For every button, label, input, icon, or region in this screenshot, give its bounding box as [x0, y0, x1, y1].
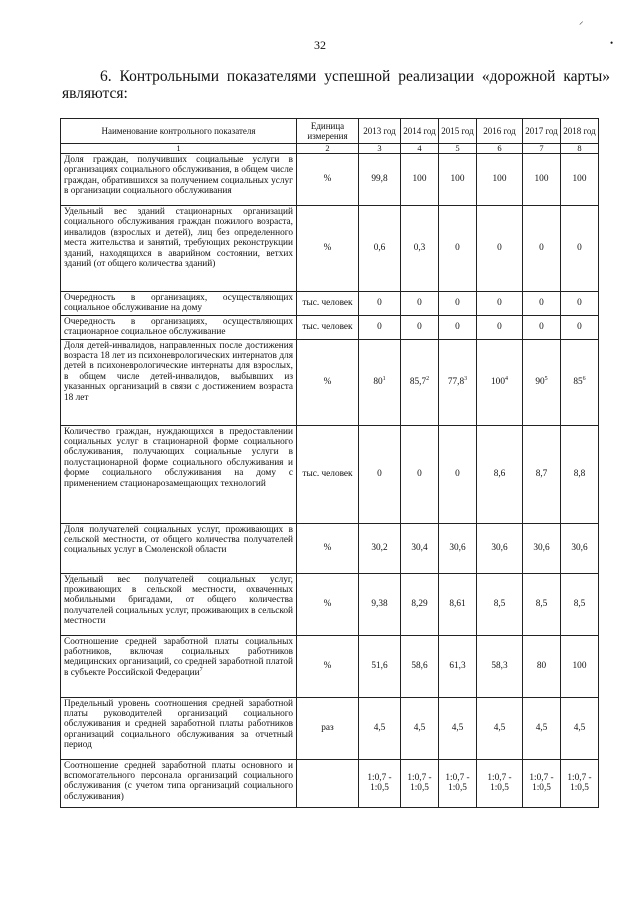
- indicator-value: [561, 759, 599, 807]
- value-text: 100: [491, 376, 505, 387]
- value-text: 51,6: [371, 660, 388, 671]
- indicator-value: [477, 154, 523, 206]
- col-number: 6: [477, 144, 523, 154]
- indicator-value: [401, 339, 439, 425]
- col-header-year: 2016 год: [477, 119, 523, 144]
- value-text: 85: [573, 376, 583, 387]
- indicator-value: [523, 292, 561, 316]
- indicator-name: [61, 697, 297, 759]
- value-text: 100: [450, 174, 465, 185]
- indicator-value: [523, 697, 561, 759]
- indicator-name: [61, 154, 297, 206]
- value-text: 4,5: [493, 722, 506, 733]
- value-text: 1:0,7 - 1:0,5: [367, 772, 392, 794]
- indicator-value: [523, 339, 561, 425]
- indicator-unit: %: [297, 154, 359, 206]
- indicator-value: [359, 759, 401, 807]
- indicator-value: [439, 339, 477, 425]
- indicator-name: [61, 425, 297, 523]
- indicator-name: [61, 292, 297, 316]
- col-header-unit: Единица измерения: [297, 119, 359, 144]
- value-text: 1:0,7 - 1:0,5: [487, 772, 512, 794]
- footnote-ref: 6: [582, 375, 586, 382]
- value-text: 1:0,7 - 1:0,5: [567, 772, 592, 794]
- indicator-value: [477, 635, 523, 697]
- value-text: 8,5: [573, 598, 586, 609]
- value-text: 100: [572, 660, 587, 671]
- indicator-name-text: Очередность в организациях, осуществляющих социальное обслуживание на дому: [64, 293, 293, 314]
- indicator-unit: раз: [297, 697, 359, 759]
- value-text: 0: [497, 322, 502, 333]
- indicator-value: [477, 339, 523, 425]
- col-number: 7: [523, 144, 561, 154]
- value-text: 0: [455, 468, 460, 479]
- value-text: 8,5: [535, 598, 548, 609]
- indicator-value: [561, 206, 599, 292]
- value-text: 0,3: [413, 243, 426, 254]
- scan-dot: •: [610, 38, 614, 48]
- value-text: 80: [373, 376, 383, 387]
- indicator-name: [61, 635, 297, 697]
- indicator-value: [561, 523, 599, 573]
- table-row: [61, 154, 599, 206]
- table-row: [61, 339, 599, 425]
- indicator-name: [61, 206, 297, 292]
- col-header-name: Наименование контрольного показателя: [61, 119, 297, 144]
- value-text: 4,5: [413, 722, 426, 733]
- indicator-unit: %: [297, 339, 359, 425]
- value-text: 4,5: [451, 722, 464, 733]
- indicator-name-text: Соотношение средней заработной платы основного и вспомогательного персонала организаций социального обслуживания (с учетом типа организаций социального обслуживания): [64, 760, 293, 802]
- value-text: 0: [577, 243, 582, 254]
- indicator-value: [477, 292, 523, 316]
- value-text: 0: [577, 298, 582, 309]
- indicator-value: [561, 339, 599, 425]
- indicator-value: [561, 697, 599, 759]
- value-text: 30,4: [411, 542, 428, 553]
- table-row: [61, 697, 599, 759]
- indicator-value: [401, 292, 439, 316]
- indicator-value: [477, 315, 523, 339]
- indicator-value: [439, 523, 477, 573]
- indicator-value: [523, 573, 561, 635]
- indicator-value: [523, 315, 561, 339]
- indicator-value: [439, 154, 477, 206]
- indicator-value: [359, 206, 401, 292]
- indicator-value: [401, 573, 439, 635]
- value-text: 1:0,7 - 1:0,5: [445, 772, 470, 794]
- col-header-year: 2017 год: [523, 119, 561, 144]
- value-text: 0: [455, 243, 460, 254]
- footnote-ref: 5: [544, 375, 548, 382]
- indicator-value: [401, 425, 439, 523]
- indicator-value: [401, 635, 439, 697]
- indicator-unit: %: [297, 523, 359, 573]
- value-text: 8,5: [493, 598, 506, 609]
- col-number: 1: [61, 144, 297, 154]
- footnote-ref: 4: [504, 375, 508, 382]
- col-number: 8: [561, 144, 599, 154]
- indicator-value: [561, 154, 599, 206]
- indicator-value: [561, 292, 599, 316]
- indicator-value: [439, 759, 477, 807]
- indicator-value: [477, 697, 523, 759]
- value-text: 58,6: [411, 660, 428, 671]
- indicator-unit: %: [297, 635, 359, 697]
- indicator-name-text: Доля граждан, получивших социальные услуги в организациях социального обслуживания, в общем числе граждан, обратившихся за получением социальных услуг в организации социального обслуживания: [64, 155, 293, 197]
- indicator-value: [477, 523, 523, 573]
- indicator-value: [401, 523, 439, 573]
- indicator-unit: тыс. человек: [297, 315, 359, 339]
- indicator-value: [561, 425, 599, 523]
- indicator-value: [359, 292, 401, 316]
- indicator-name-text: Предельный уровень соотношения средней заработной платы руководителей организаций социального обслуживания и средней заработной платы работников организаций социального обслуживания за отчетный период: [64, 698, 293, 751]
- value-text: 8,7: [535, 468, 548, 479]
- section-heading: 6. Контрольными показателями успешной реализации «дорожной карты» являются:: [62, 68, 610, 102]
- value-text: 100: [572, 174, 587, 185]
- scan-mark: ⸝: [579, 16, 584, 26]
- indicator-name: [61, 339, 297, 425]
- indicator-unit: [297, 759, 359, 807]
- indicator-value: [561, 573, 599, 635]
- indicator-value: [439, 697, 477, 759]
- value-text: 4,5: [373, 722, 386, 733]
- value-text: 80: [536, 660, 547, 671]
- indicator-name-text: Удельный вес зданий стационарных организаций социального обслуживания граждан пожилого возраста, инвалидов (взрослых и детей), лиц без определенного места жительства и занятий, требующих реконструкции зданий, находящихся в аварийном состоянии, ветхих зданий (от общего количества зданий): [64, 207, 293, 270]
- indicator-value: [359, 154, 401, 206]
- indicator-value: [401, 154, 439, 206]
- footnote-ref: 3: [464, 375, 468, 382]
- indicator-value: [359, 339, 401, 425]
- value-text: 1:0,7 - 1:0,5: [407, 772, 432, 794]
- value-text: 1:0,7 - 1:0,5: [529, 772, 554, 794]
- indicator-value: [439, 425, 477, 523]
- value-text: 58,3: [491, 660, 508, 671]
- indicator-value: [359, 523, 401, 573]
- col-header-year: 2014 год: [401, 119, 439, 144]
- value-text: 0: [539, 298, 544, 309]
- indicator-value: [477, 573, 523, 635]
- indicator-name-text: Удельный вес получателей социальных услуг, проживающих в сельской местности, охваченных мобильными бригадами, от общего количества получателей социальных услуг, проживающих в сельской местности: [64, 574, 293, 627]
- value-text: 0,6: [373, 243, 386, 254]
- indicator-name: [61, 573, 297, 635]
- footnote-ref: 1: [382, 375, 386, 382]
- value-text: 0: [497, 298, 502, 309]
- value-text: 0: [417, 468, 422, 479]
- table-row: [61, 425, 599, 523]
- column-number-row: [61, 144, 599, 154]
- value-text: 8,61: [449, 598, 466, 609]
- indicator-value: [401, 206, 439, 292]
- indicator-value: [439, 635, 477, 697]
- indicator-name-text: Очередность в организациях, осуществляющих стационарное социальное обслуживание: [64, 316, 293, 338]
- value-text: 100: [412, 174, 427, 185]
- table-row: [61, 759, 599, 807]
- value-text: 9,38: [371, 598, 388, 609]
- col-number: 5: [439, 144, 477, 154]
- indicator-value: [359, 425, 401, 523]
- table-row: [61, 315, 599, 339]
- col-header-year: 2015 год: [439, 119, 477, 144]
- value-text: 99,8: [371, 174, 388, 185]
- value-text: 30,2: [371, 542, 388, 553]
- value-text: 0: [539, 322, 544, 333]
- indicator-value: [359, 697, 401, 759]
- indicator-name-text: Соотношение средней заработной платы социальных работников, включая социальных работников медицинских организаций, со средней заработной платой в субъекте Российской Федерации: [64, 636, 293, 678]
- indicator-value: [523, 635, 561, 697]
- value-text: 100: [492, 174, 507, 185]
- indicator-value: [439, 292, 477, 316]
- indicator-value: [523, 759, 561, 807]
- indicator-name: [61, 315, 297, 339]
- value-text: 8,8: [573, 468, 586, 479]
- indicator-name: [61, 759, 297, 807]
- value-text: 4,5: [535, 722, 548, 733]
- table-row: [61, 292, 599, 316]
- value-text: 0: [417, 298, 422, 309]
- table-row: [61, 573, 599, 635]
- indicator-name-text: Доля получателей социальных услуг, проживающих в сельской местности, от общего количества получателей социальных услуг в Смоленской области: [64, 524, 293, 556]
- value-text: 100: [534, 174, 549, 185]
- col-number: 3: [359, 144, 401, 154]
- indicator-value: [439, 206, 477, 292]
- table-row: [61, 206, 599, 292]
- indicator-value: [359, 635, 401, 697]
- indicator-unit: тыс. человек: [297, 425, 359, 523]
- indicator-name-text: Количество граждан, нуждающихся в предоставлении социальных услуг в стационарной форме социального обслуживания, получающих социальные услуги в полустационарной форме социального обслуживания и форме социального обслуживания на дому с применением стационарозамещающих технологий: [64, 426, 293, 489]
- value-text: 8,29: [411, 598, 428, 609]
- indicator-value: [561, 315, 599, 339]
- indicator-value: [439, 573, 477, 635]
- value-text: 30,6: [491, 542, 508, 553]
- indicator-value: [477, 425, 523, 523]
- indicator-name: [61, 523, 297, 573]
- value-text: 90: [535, 376, 545, 387]
- indicators-table: [60, 118, 599, 808]
- indicator-unit: %: [297, 573, 359, 635]
- value-text: 77,8: [447, 376, 465, 387]
- value-text: 30,6: [533, 542, 550, 553]
- indicator-unit: тыс. человек: [297, 292, 359, 316]
- value-text: 30,6: [449, 542, 466, 553]
- header-row: [61, 119, 599, 144]
- value-text: 85,7: [409, 376, 427, 387]
- value-text: 30,6: [571, 542, 588, 553]
- indicator-value: [523, 523, 561, 573]
- page-number: 32: [314, 38, 326, 52]
- value-text: 61,3: [449, 660, 466, 671]
- table-row: [61, 523, 599, 573]
- indicator-value: [401, 759, 439, 807]
- footnote-ref: 7: [199, 666, 203, 673]
- col-number: 2: [297, 144, 359, 154]
- indicator-value: [401, 315, 439, 339]
- footnote-ref: 2: [426, 375, 430, 382]
- indicator-value: [401, 697, 439, 759]
- indicator-value: [359, 573, 401, 635]
- indicator-value: [439, 315, 477, 339]
- value-text: 0: [377, 468, 382, 479]
- value-text: 8,6: [493, 468, 506, 479]
- indicator-value: [477, 206, 523, 292]
- value-text: 0: [455, 298, 460, 309]
- indicator-name-text: Доля детей-инвалидов, направленных после достижения возраста 18 лет из психоневрологических интернатов для детей в психоневрологические интернаты для взрослых, в общем числе детей-инвалидов, выбывших из указанных организаций в связи с достижением возраста 18 лет: [64, 340, 293, 403]
- value-text: 4,5: [573, 722, 586, 733]
- indicator-value: [523, 154, 561, 206]
- value-text: 0: [577, 322, 582, 333]
- indicator-value: [523, 206, 561, 292]
- indicator-unit: %: [297, 206, 359, 292]
- value-text: 0: [377, 322, 382, 333]
- value-text: 0: [539, 243, 544, 254]
- value-text: 0: [417, 322, 422, 333]
- col-header-year: 2013 год: [359, 119, 401, 144]
- value-text: 0: [455, 322, 460, 333]
- indicator-value: [477, 759, 523, 807]
- col-header-year: 2018 год: [561, 119, 599, 144]
- indicator-value: [523, 425, 561, 523]
- indicator-value: [359, 315, 401, 339]
- indicator-value: [561, 635, 599, 697]
- col-number: 4: [401, 144, 439, 154]
- table-row: [61, 635, 599, 697]
- value-text: 0: [497, 243, 502, 254]
- value-text: 0: [377, 298, 382, 309]
